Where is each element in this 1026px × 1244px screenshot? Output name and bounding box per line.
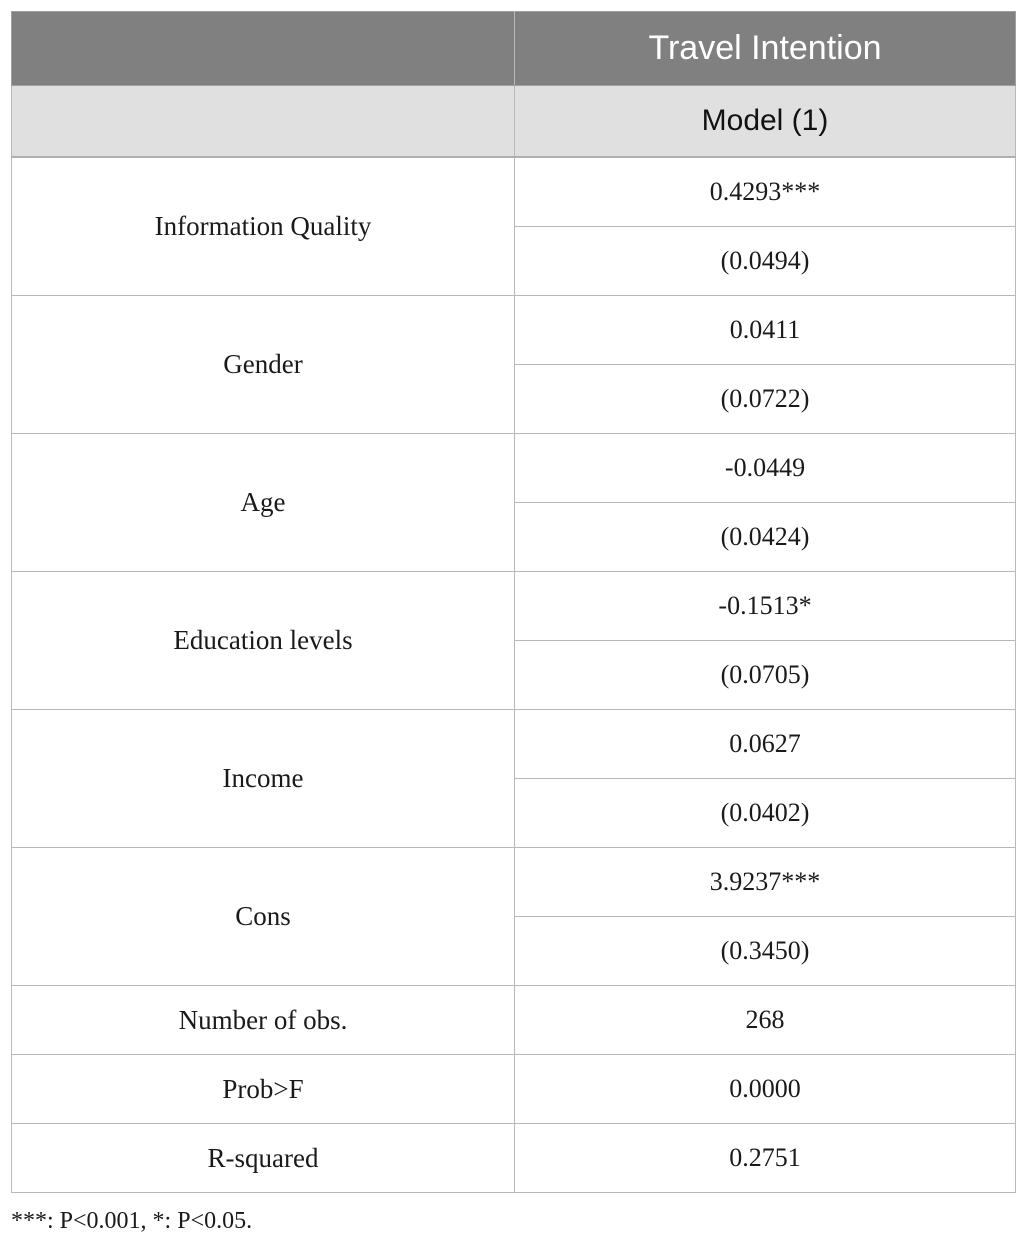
coefficient-cell: -0.1513* (515, 572, 1016, 641)
stat-value: 0.0000 (515, 1055, 1016, 1124)
stat-label: R-squared (12, 1124, 515, 1193)
coefficient-cell: -0.0449 (515, 434, 1016, 503)
variable-label: Gender (12, 296, 515, 434)
table-row (12, 434, 1016, 503)
stat-label: Prob>F (12, 1055, 515, 1124)
variable-label: Income (12, 710, 515, 848)
table-row (12, 157, 1016, 227)
variable-label: Age (12, 434, 515, 572)
table-row (12, 710, 1016, 779)
regression-table-container (11, 11, 1015, 1193)
std-error-cell: (0.0494) (515, 227, 1016, 296)
coefficient-cell: 0.0627 (515, 710, 1016, 779)
header-group-label: Travel Intention (515, 12, 1016, 86)
header-model-label: Model (1) (515, 86, 1016, 158)
std-error-cell: (0.0402) (515, 779, 1016, 848)
regression-table (11, 11, 1016, 1193)
table-row (12, 572, 1016, 641)
table-row (12, 296, 1016, 365)
std-error-cell: (0.0705) (515, 641, 1016, 710)
header-row-group (12, 12, 1016, 86)
variable-label: Education levels (12, 572, 515, 710)
variable-label: Information Quality (12, 157, 515, 296)
table-row (12, 1124, 1016, 1193)
header-sub-blank-cell (12, 86, 515, 158)
table-row (12, 986, 1016, 1055)
std-error-cell: (0.0424) (515, 503, 1016, 572)
stat-label: Number of obs. (12, 986, 515, 1055)
coefficient-cell: 0.4293*** (515, 157, 1016, 227)
table-row (12, 1055, 1016, 1124)
variable-label: Cons (12, 848, 515, 986)
header-blank-cell (12, 12, 515, 86)
significance-footnote: ***: P<0.001, *: P<0.05. (11, 1208, 253, 1234)
std-error-cell: (0.3450) (515, 917, 1016, 986)
coefficient-cell: 0.0411 (515, 296, 1016, 365)
std-error-cell: (0.0722) (515, 365, 1016, 434)
stat-value: 268 (515, 986, 1016, 1055)
stat-value: 0.2751 (515, 1124, 1016, 1193)
coefficient-cell: 3.9237*** (515, 848, 1016, 917)
header-row-model (12, 86, 1016, 158)
table-row (12, 848, 1016, 917)
